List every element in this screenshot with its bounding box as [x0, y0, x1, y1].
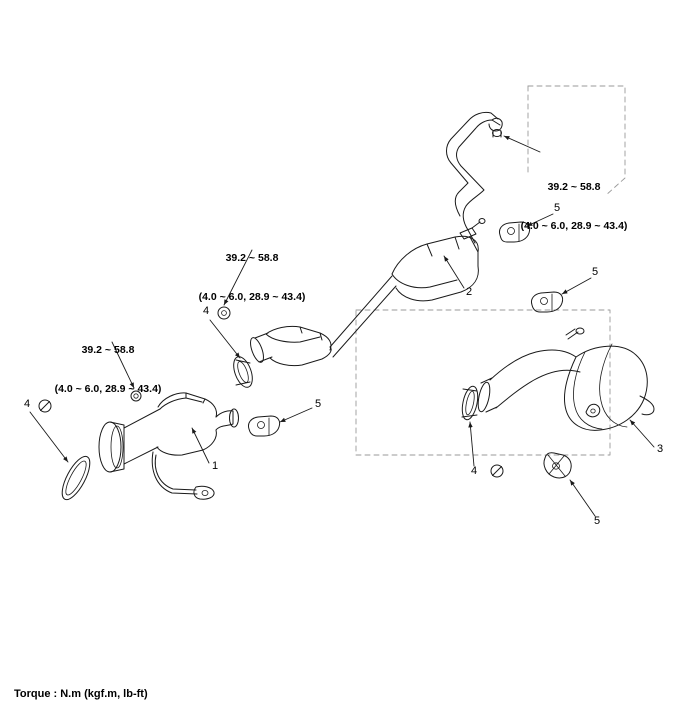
torque-spec-rear-line1: 39.2 ~ 58.8: [547, 181, 601, 193]
part-hanger-rear-mount: [544, 453, 571, 478]
torque-spec-front-line1: 39.2 ~ 58.8: [81, 344, 135, 356]
callout-part-5-right: 5: [592, 266, 599, 278]
callout-part-2: 2: [466, 286, 473, 298]
part-main-muffler: [476, 328, 654, 430]
torque-unit-footer: Torque : N.m (kgf.m, lb-ft): [14, 688, 148, 700]
torque-spec-front-line2: (4.0 ~ 6.0, 28.9 ~ 43.4): [54, 383, 162, 395]
callout-part-3: 3: [657, 443, 664, 455]
torque-spec-center-line1: 39.2 ~ 58.8: [225, 252, 279, 264]
callout-part-4-rear: 4: [471, 465, 478, 477]
callout-part-5-bottom: 5: [594, 515, 601, 527]
callout-part-5-upper-right: 5: [554, 202, 561, 214]
callout-part-4-center: 4: [203, 305, 210, 317]
torque-spec-rear-line2: (4.0 ~ 6.0, 28.9 ~ 43.4): [520, 220, 628, 232]
part-hanger-center-lower: [248, 416, 279, 436]
callout-part-4-left: 4: [24, 398, 31, 410]
torque-spec-center-line2: (4.0 ~ 6.0, 28.9 ~ 43.4): [198, 291, 306, 303]
part-gasket-left: [57, 453, 95, 504]
part-gasket-rear: [460, 385, 481, 421]
callout-part-1: 1: [212, 460, 219, 472]
torque-spec-front: [38, 318, 178, 422]
part-gasket-center: [230, 354, 256, 390]
torque-spec-rear: [504, 155, 644, 259]
part-nut-rear: [491, 465, 503, 477]
part-hanger-muffler-front: [531, 292, 562, 312]
callout-part-5-center: 5: [315, 398, 322, 410]
